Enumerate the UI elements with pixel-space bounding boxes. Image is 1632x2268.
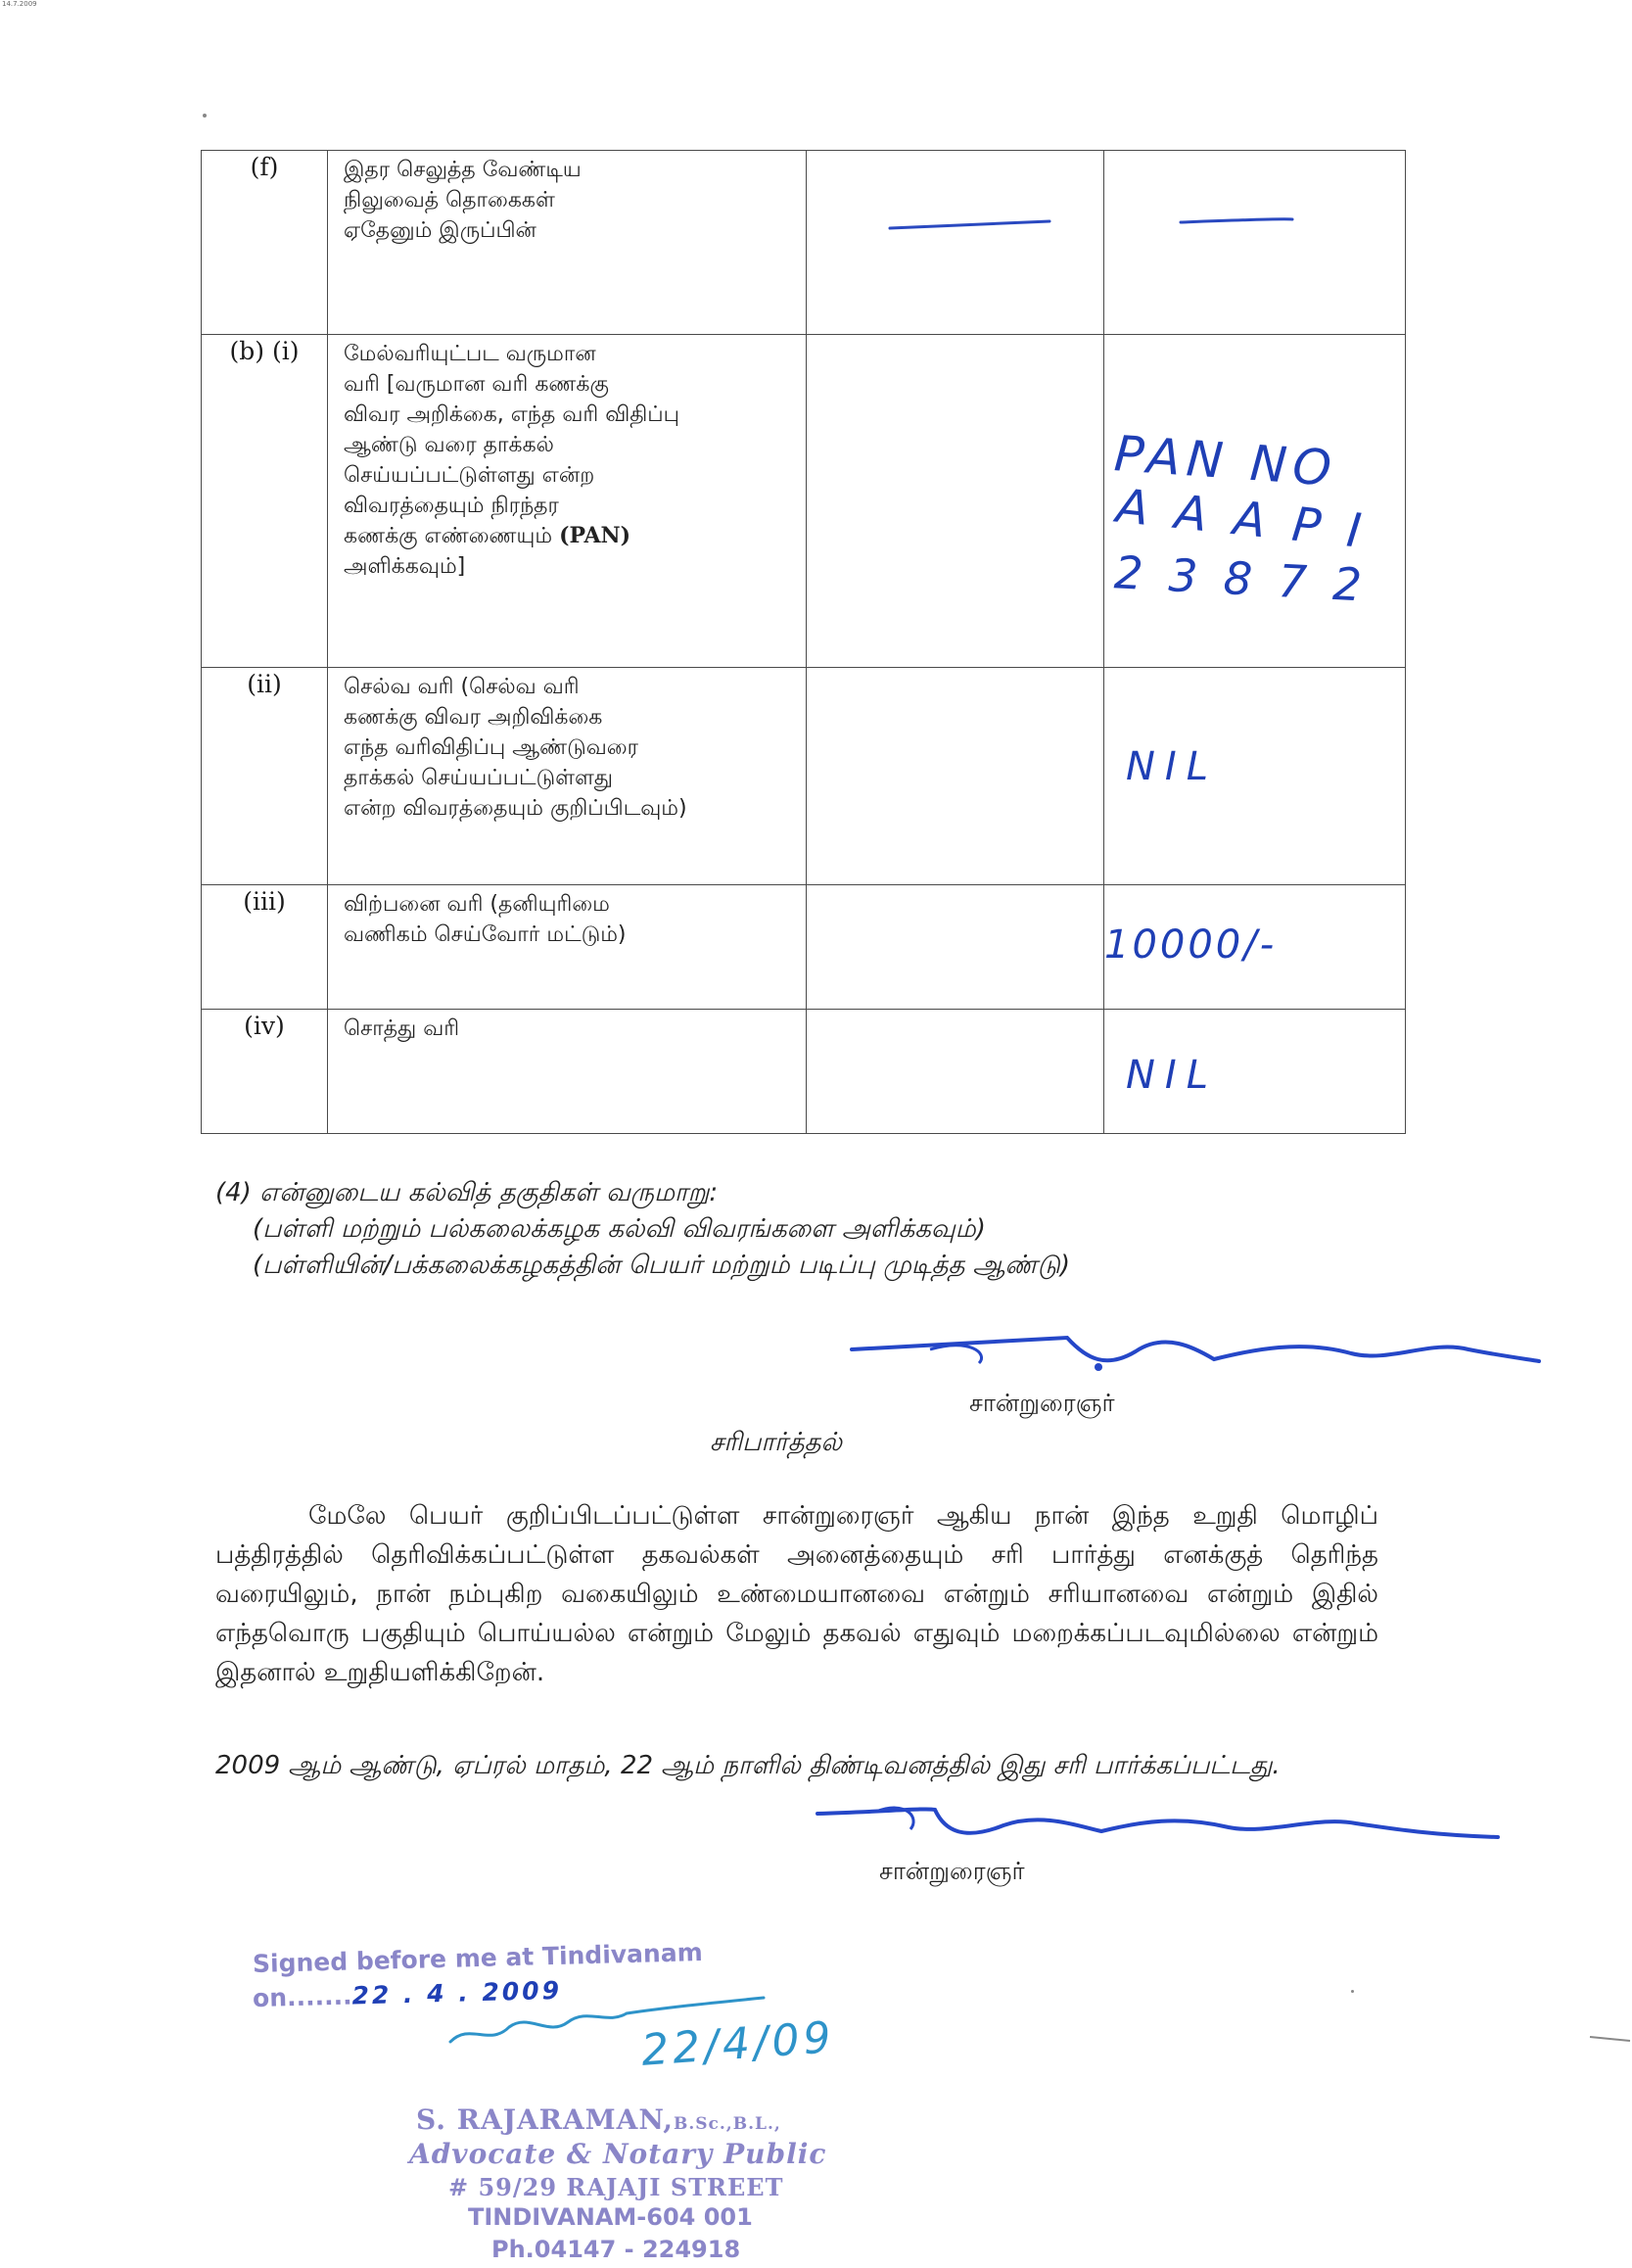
handwritten-amount: 10000/- <box>1104 922 1278 968</box>
verification-heading: சரிபார்த்தல் <box>710 1428 843 1457</box>
row-description: செல்வ வரி (செல்வ வரி கணக்கு விவர அறிவிக்கை எந்த வரிவிதிப்பு ஆண்டுவரை தாக்கல் செய்யப்பட்டுள்ளது என்ற விவரத்தையும் குறிப்பிடவும்) <box>328 668 807 885</box>
handwritten-nil: NIL <box>1126 1053 1219 1098</box>
value-cell-1 <box>807 885 1104 1010</box>
signatory-label: சான்றுரைஞர் <box>879 1857 1025 1885</box>
row-description: மேல்வரியுட்பட வருமான வரி [வருமான வரி கணக்கு விவர அறிக்கை, எந்த வரி விதிப்பு ஆண்டு வரை தாக்கல் செய்யப்பட்டுள்ளது என்ற விவரத்தையும் நிரந்தர கணக்கு எண்ணையும் (PAN) அளிக்கவும்] <box>328 335 807 668</box>
table-row <box>202 1010 1406 1134</box>
row-number: (iv) <box>202 1010 328 1134</box>
value-cell-1 <box>807 151 1104 335</box>
table-row <box>202 885 1406 1010</box>
signature-image <box>808 1792 1513 1861</box>
notary-phone: Ph.04147 - 224918 <box>491 2236 741 2263</box>
pan-line: A A A P I <box>1113 478 1370 560</box>
pan-handwritten-cell <box>1104 335 1406 668</box>
verification-body: மேலே பெயர் குறிப்பிடப்பட்டுள்ள சான்றுரைஞர் ஆகிய நான் இந்த உறுதி மொழிப் பத்திரத்தில் தெரிவிக்கப்பட்டுள்ள தகவல்கள் அனைத்தையும் சரி பார்த்து எனக்குத் தெரிந்த வரையிலும், நான் நம்புகிற வகையிலும் உண்மையானவை என்றும் சரியானவை என்றும் இதில் எந்தவொரு பகுதியும் பொய்யல்ல என்றும் மேலும் தகவல் எதுவும் மறைக்கப்படவுமில்லை என்றும் இதனால் உறுதியளிக்கிறேன். <box>215 1501 1378 1687</box>
pan-line: 2 3 8 7 2 <box>1112 545 1370 612</box>
handwritten-date: 22 . 4 . 2009 <box>351 1975 563 2010</box>
education-instruction: (பள்ளியின்/பக்கலைக்கழகத்தின் பெயர் மற்றும் படிப்பு முடித்த ஆண்டு) <box>253 1251 1070 1280</box>
handwritten-dash <box>807 151 1103 335</box>
education-heading: (4) என்னுடைய கல்வித் தகுதிகள் வருமாறு: <box>215 1178 719 1207</box>
signatory-label: சான்றுரைஞர் <box>969 1389 1115 1417</box>
corner-mark: 14.7.2009 <box>2 0 37 8</box>
value-cell-1 <box>807 335 1104 668</box>
wealth-tax-cell <box>1104 668 1406 885</box>
table-row <box>202 668 1406 885</box>
notary-date-line: on.......22 . 4 . 2009 <box>252 1975 563 2013</box>
value-cell-1 <box>807 1010 1104 1134</box>
scan-margin-mark <box>1586 2027 1632 2047</box>
notary-signed-before: Signed before me at Tindivanam <box>252 1937 704 1979</box>
tax-details-table <box>201 150 1406 1134</box>
scan-speck <box>203 114 207 118</box>
row-description: விற்பனை வரி (தனியுரிமை வணிகம் செய்வோர் மட்டும்) <box>328 885 807 1010</box>
notary-handwritten-date: 22/4/09 <box>639 2012 837 2076</box>
row-number: (b) (i) <box>202 335 328 668</box>
row-description: இதர செலுத்த வேண்டிய நிலுவைத் தொகைகள் ஏதேனும் இருப்பின் <box>328 151 807 335</box>
table-row <box>202 151 1406 335</box>
handwritten-nil: NIL <box>1126 744 1219 789</box>
property-tax-cell <box>1104 1010 1406 1134</box>
row-number: (ii) <box>202 668 328 885</box>
scan-speck <box>1351 1990 1354 1993</box>
signature-image <box>842 1320 1547 1389</box>
verification-date: 2009 ஆம் ஆண்டு, ஏப்ரல் மாதம், 22 ஆம் நாளில் திண்டிவனத்தில் இது சரி பார்க்கப்பட்டது. <box>215 1751 1281 1780</box>
table-row <box>202 335 1406 668</box>
notary-address: TINDIVANAM-604 001 <box>468 2203 753 2231</box>
handwritten-dash <box>1104 151 1405 335</box>
value-cell-2 <box>1104 151 1406 335</box>
education-instruction: (பள்ளி மற்றும் பல்கலைக்கழக கல்வி விவரங்களை அளிக்கவும்) <box>253 1214 986 1244</box>
sales-tax-cell <box>1104 885 1406 1010</box>
notary-address: # 59/29 RAJAJI STREET <box>448 2173 784 2201</box>
value-cell-1 <box>807 668 1104 885</box>
pan-line: PAN NO <box>1112 425 1339 497</box>
notary-title: Advocate & Notary Public <box>409 2138 827 2170</box>
row-number: (iii) <box>202 885 328 1010</box>
row-number: (f) <box>202 151 328 335</box>
notary-name: S. RAJARAMAN,B.Sc.,B.L., <box>416 2103 781 2136</box>
row-description: சொத்து வரி <box>328 1010 807 1134</box>
pan-label: (PAN) <box>559 523 631 548</box>
